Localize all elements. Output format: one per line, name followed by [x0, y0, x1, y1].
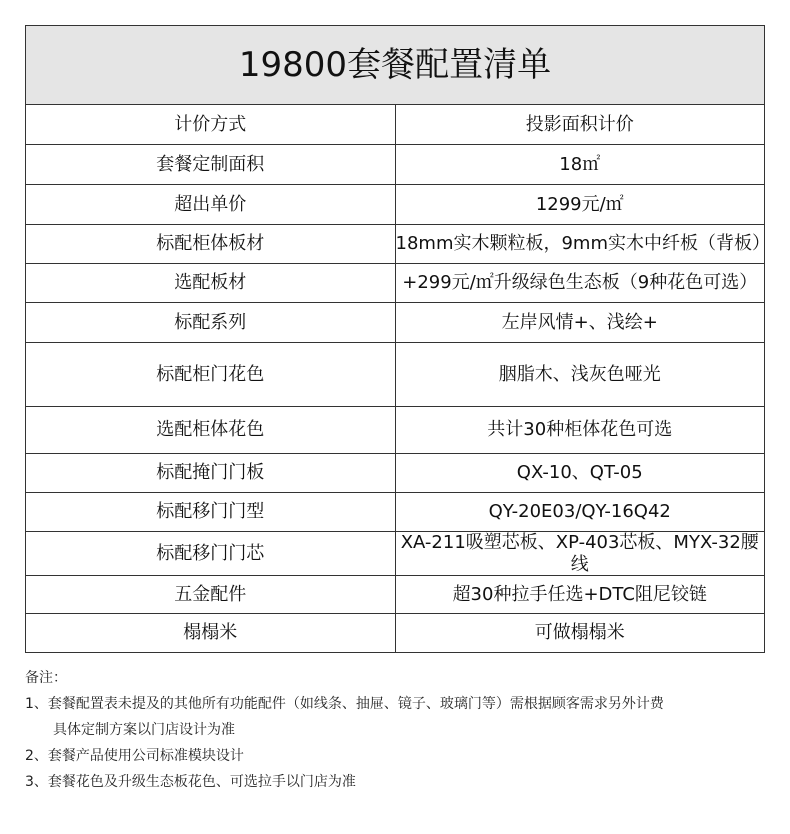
- row-value: QX-10、QT-05: [395, 454, 765, 493]
- table-row: [26, 264, 765, 303]
- title-row: [26, 26, 765, 105]
- table-row: [26, 614, 765, 653]
- row-label: 标配柜体板材: [26, 225, 396, 264]
- table-row: [26, 343, 765, 407]
- table-row: [26, 225, 765, 264]
- row-label: 五金配件: [26, 576, 396, 614]
- table-row: [26, 576, 765, 614]
- table-row: [26, 493, 765, 532]
- row-value: 超30种拉手任选+DTC阻尼铰链: [395, 576, 765, 614]
- note-item: 3、套餐花色及升级生态板花色、可选拉手以门店为准: [25, 774, 356, 790]
- row-label: 标配柜门花色: [26, 343, 396, 407]
- table-row: [26, 407, 765, 454]
- note-item: 2、套餐产品使用公司标准模块设计: [25, 748, 244, 764]
- table-row: [26, 532, 765, 576]
- table-row: [26, 185, 765, 225]
- row-value: 共计30种柜体花色可选: [395, 407, 765, 454]
- row-value: 胭脂木、浅灰色哑光: [395, 343, 765, 407]
- note-item: 1、套餐配置表未提及的其他所有功能配件（如线条、抽屉、镜子、玻璃门等）需根据顾客需求另外计费: [25, 696, 664, 712]
- row-label: 选配柜体花色: [26, 407, 396, 454]
- row-label: 套餐定制面积: [26, 145, 396, 185]
- table-row: [26, 454, 765, 493]
- row-label: 超出单价: [26, 185, 396, 225]
- notes-title: 备注：: [25, 670, 67, 686]
- note-item: 具体定制方案以门店设计为准: [53, 722, 235, 738]
- row-label: 标配系列: [26, 303, 396, 343]
- row-value: 左岸风情+、浅绘+: [395, 303, 765, 343]
- row-value: 18㎡: [395, 145, 765, 185]
- row-value: QY-20E03/QY-16Q42: [395, 493, 765, 532]
- table-row: [26, 303, 765, 343]
- row-value: 可做榻榻米: [395, 614, 765, 653]
- row-label: 标配移门门芯: [26, 532, 396, 576]
- row-value: 投影面积计价: [395, 105, 765, 145]
- row-label: 标配移门门型: [26, 493, 396, 532]
- row-label: 选配板材: [26, 264, 396, 303]
- row-label: 榻榻米: [26, 614, 396, 653]
- table-row: [26, 145, 765, 185]
- row-value: 18mm实木颗粒板，9mm实木中纤板（背板）: [395, 225, 765, 264]
- row-label: 计价方式: [26, 105, 396, 145]
- row-value: 1299元/㎡: [395, 185, 765, 225]
- table-title: 19800套餐配置清单: [26, 26, 765, 105]
- table-row: [26, 105, 765, 145]
- row-value: XA-211吸塑芯板、XP-403芯板、MYX-32腰线: [395, 532, 765, 576]
- config-table: [25, 25, 770, 653]
- notes-section: [25, 665, 770, 795]
- row-label: 标配掩门门板: [26, 454, 396, 493]
- row-value: +299元/㎡升级绿色生态板（9种花色可选）: [395, 264, 765, 303]
